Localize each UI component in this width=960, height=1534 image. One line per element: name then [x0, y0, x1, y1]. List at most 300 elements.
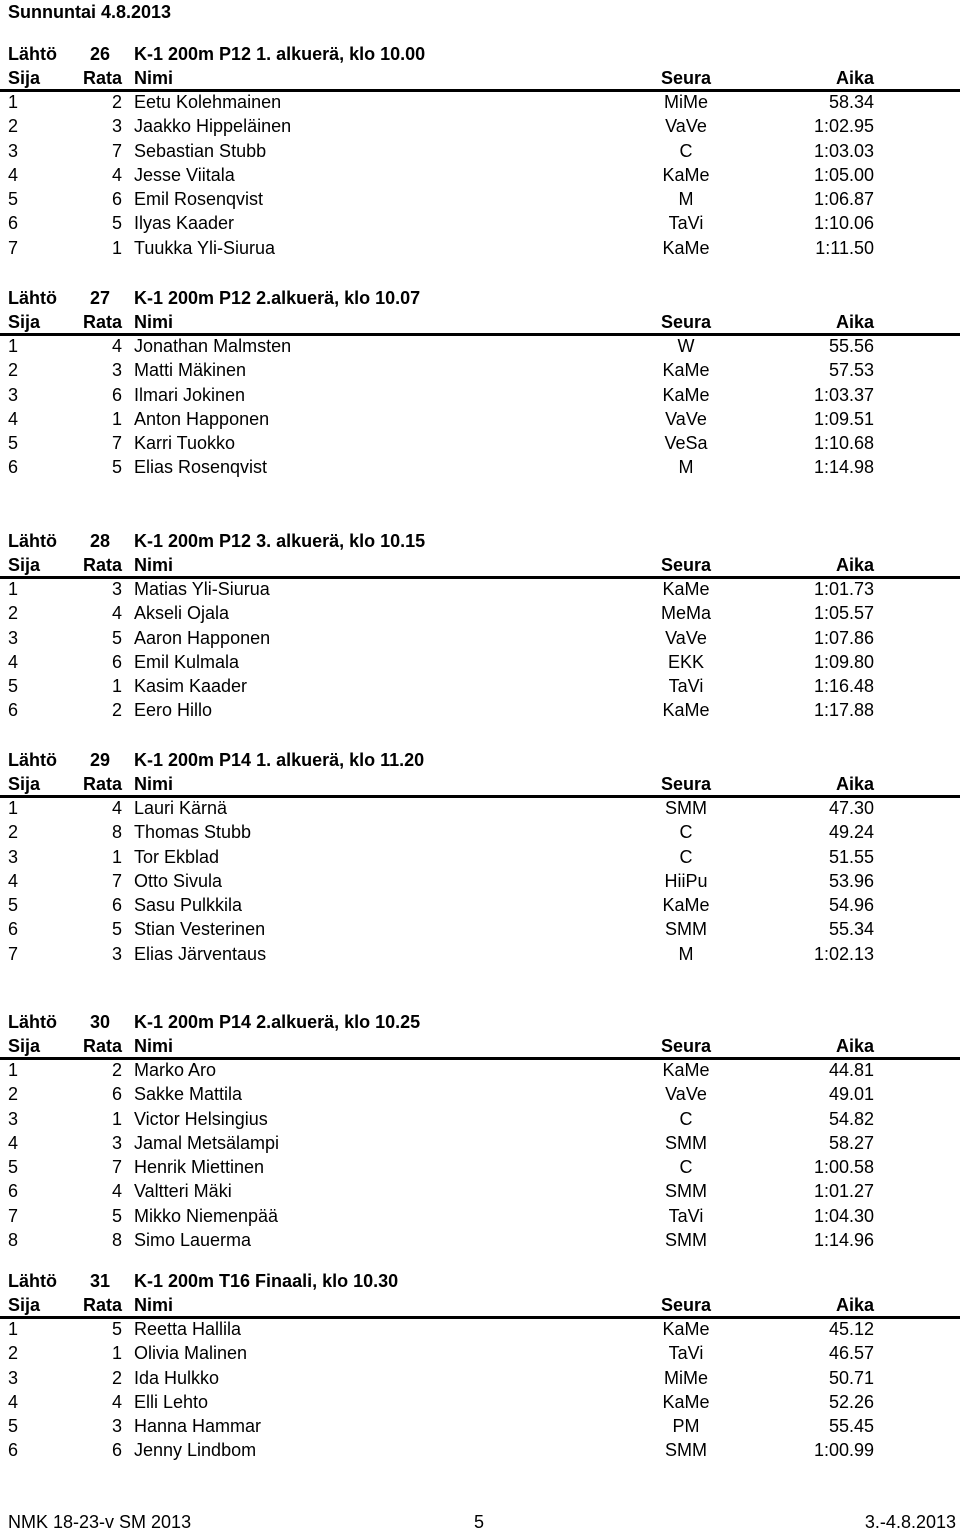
race-start-label: Lähtö — [8, 1012, 57, 1032]
table-row — [0, 700, 960, 724]
cell-seura: KaMe — [662, 895, 710, 916]
table-header — [0, 1295, 960, 1319]
table-row — [0, 1440, 960, 1464]
cell-aika: 57.53 — [828, 360, 874, 381]
cell-nimi: Jamal Metsälampi — [134, 1132, 280, 1153]
cell-seura: KaMe — [662, 164, 710, 185]
cell-rata: 2 — [111, 1060, 122, 1080]
race-block — [0, 44, 960, 262]
header-seura: Seura — [660, 1036, 712, 1056]
cell-aika: 1:05.00 — [813, 164, 874, 185]
cell-sija: 5 — [8, 676, 19, 697]
table-header — [0, 555, 960, 579]
cell-sija: 1 — [8, 1060, 19, 1080]
table-row — [0, 628, 960, 652]
cell-nimi: Reetta Hallila — [134, 1319, 242, 1339]
cell-seura: KaMe — [662, 384, 710, 405]
cell-nimi: Tuukka Yli-Siurua — [134, 237, 276, 258]
cell-sija: 1 — [8, 798, 19, 818]
race-block — [0, 1012, 960, 1254]
cell-sija: 1 — [8, 579, 19, 599]
cell-seura: KaMe — [662, 1060, 710, 1080]
header-aika: Aika — [835, 555, 874, 575]
cell-sija: 7 — [8, 1205, 19, 1226]
cell-nimi: Otto Sivula — [134, 870, 223, 891]
table-row — [0, 676, 960, 700]
cell-aika: 1:02.95 — [813, 116, 874, 137]
cell-sija: 1 — [8, 1319, 19, 1339]
page-date: Sunnuntai 4.8.2013 — [8, 2, 172, 22]
cell-seura: M — [678, 943, 694, 964]
cell-nimi: Ida Hulkko — [134, 1367, 220, 1388]
cell-seura: C — [679, 1108, 693, 1129]
header-aika: Aika — [835, 1295, 874, 1315]
cell-seura: TaVi — [668, 1343, 704, 1364]
header-nimi: Nimi — [134, 312, 174, 332]
cell-rata: 7 — [111, 140, 122, 161]
cell-rata: 6 — [111, 895, 122, 916]
cell-rata: 6 — [111, 1440, 122, 1461]
cell-aika: 51.55 — [828, 846, 874, 867]
cell-aika: 1:05.57 — [813, 603, 874, 624]
cell-nimi: Jonathan Malmsten — [134, 336, 292, 356]
header-rata: Rata — [82, 68, 122, 88]
race-start-label: Lähtö — [8, 288, 57, 308]
cell-seura: KaMe — [662, 579, 710, 599]
race-number: 26 — [90, 44, 111, 64]
cell-rata: 6 — [111, 189, 122, 210]
cell-rata: 5 — [111, 1319, 122, 1339]
header-sija: Sija — [8, 312, 41, 332]
header-nimi: Nimi — [134, 1295, 174, 1315]
cell-nimi: Mikko Niemenpää — [134, 1205, 279, 1226]
table-row — [0, 579, 960, 603]
race-description: K-1 200m P12 2.alkuerä, klo 10.07 — [134, 288, 421, 308]
cell-aika: 49.24 — [828, 822, 874, 843]
table-row — [0, 944, 960, 968]
cell-seura: VaVe — [665, 408, 707, 429]
header-aika: Aika — [835, 68, 874, 88]
race-number: 29 — [90, 750, 111, 770]
race-block — [0, 1271, 960, 1465]
cell-seura: VaVe — [665, 627, 707, 648]
cell-aika: 55.56 — [828, 336, 874, 356]
cell-aika: 1:11.50 — [815, 237, 874, 258]
table-row — [0, 1181, 960, 1205]
cell-rata: 6 — [111, 384, 122, 405]
table-row — [0, 238, 960, 262]
footer-dates: 3.-4.8.2013 — [864, 1512, 956, 1532]
cell-seura: SMM — [665, 1132, 707, 1153]
cell-aika: 1:00.99 — [813, 1440, 874, 1461]
race-start-label: Lähtö — [8, 1271, 57, 1291]
table-row — [0, 360, 960, 384]
cell-nimi: Elias Rosenqvist — [134, 457, 268, 478]
table-row — [0, 895, 960, 919]
cell-rata: 1 — [111, 408, 122, 429]
cell-seura: KaMe — [662, 700, 710, 721]
cell-seura: KaMe — [662, 1391, 710, 1412]
cell-rata: 3 — [111, 943, 122, 964]
cell-seura: SMM — [665, 798, 707, 818]
cell-nimi: Matti Mäkinen — [134, 360, 247, 381]
cell-sija: 6 — [8, 1440, 19, 1461]
cell-seura: KaMe — [662, 1319, 710, 1339]
cell-seura: M — [678, 457, 694, 478]
race-block — [0, 531, 960, 725]
race-title — [0, 44, 960, 68]
header-aika: Aika — [835, 1036, 874, 1056]
cell-nimi: Lauri Kärnä — [134, 798, 228, 818]
header-seura: Seura — [660, 312, 712, 332]
cell-seura: SMM — [665, 919, 707, 940]
header-seura: Seura — [660, 555, 712, 575]
table-row — [0, 1060, 960, 1084]
cell-sija: 5 — [8, 895, 19, 916]
race-number: 30 — [90, 1012, 111, 1032]
header-rata: Rata — [82, 774, 122, 794]
header-seura: Seura — [660, 774, 712, 794]
table-row — [0, 603, 960, 627]
cell-rata: 7 — [111, 433, 122, 454]
cell-seura: M — [678, 189, 694, 210]
cell-rata: 5 — [111, 213, 122, 234]
cell-sija: 4 — [8, 408, 19, 429]
table-row — [0, 871, 960, 895]
cell-sija: 4 — [8, 164, 19, 185]
cell-sija: 6 — [8, 457, 19, 478]
table-row — [0, 1109, 960, 1133]
header-aika: Aika — [835, 312, 874, 332]
cell-sija: 2 — [8, 360, 19, 381]
cell-aika: 1:02.13 — [813, 943, 874, 964]
cell-seura: VaVe — [665, 116, 707, 137]
cell-rata: 8 — [111, 1230, 122, 1251]
cell-aika: 47.30 — [828, 798, 874, 818]
cell-nimi: Victor Helsingius — [134, 1108, 268, 1129]
cell-rata: 1 — [111, 676, 122, 697]
cell-sija: 4 — [8, 1391, 19, 1412]
race-number: 27 — [90, 288, 111, 308]
table-row — [0, 457, 960, 481]
cell-rata: 3 — [111, 1416, 122, 1437]
cell-sija: 5 — [8, 1416, 19, 1437]
cell-seura: PM — [672, 1416, 700, 1437]
cell-aika: 58.34 — [828, 92, 874, 112]
cell-aika: 1:03.37 — [813, 384, 874, 405]
cell-seura: TaVi — [668, 213, 704, 234]
cell-nimi: Henrik Miettinen — [134, 1157, 265, 1178]
cell-nimi: Jesse Viitala — [134, 164, 235, 185]
cell-aika: 1:07.86 — [813, 627, 874, 648]
table-row — [0, 919, 960, 943]
cell-nimi: Sakke Mattila — [134, 1084, 243, 1105]
header-sija: Sija — [8, 774, 41, 794]
table-row — [0, 1230, 960, 1254]
table-row — [0, 822, 960, 846]
cell-rata: 1 — [111, 237, 122, 258]
cell-aika: 1:09.51 — [813, 408, 874, 429]
cell-aika: 1:14.96 — [813, 1230, 874, 1251]
cell-nimi: Tor Ekblad — [134, 846, 220, 867]
cell-nimi: Kasim Kaader — [134, 676, 248, 697]
cell-sija: 2 — [8, 1084, 19, 1105]
race-title — [0, 288, 960, 312]
header-sija: Sija — [8, 555, 41, 575]
cell-sija: 6 — [8, 919, 19, 940]
cell-nimi: Anton Happonen — [134, 408, 270, 429]
footer-page-number: 5 — [474, 1512, 485, 1532]
cell-rata: 6 — [111, 651, 122, 672]
cell-aika: 1:10.06 — [813, 213, 874, 234]
cell-nimi: Thomas Stubb — [134, 822, 252, 843]
cell-nimi: Akseli Ojala — [134, 603, 230, 624]
cell-nimi: Eero Hillo — [134, 700, 213, 721]
cell-aika: 55.34 — [828, 919, 874, 940]
cell-seura: SMM — [665, 1181, 707, 1202]
table-row — [0, 1368, 960, 1392]
cell-sija: 5 — [8, 433, 19, 454]
cell-sija: 6 — [8, 1181, 19, 1202]
header-rata: Rata — [82, 312, 122, 332]
cell-aika: 1:09.80 — [813, 651, 874, 672]
header-sija: Sija — [8, 1036, 41, 1056]
cell-nimi: Sebastian Stubb — [134, 140, 267, 161]
cell-sija: 8 — [8, 1230, 19, 1251]
header-aika: Aika — [835, 774, 874, 794]
table-row — [0, 1133, 960, 1157]
cell-sija: 3 — [8, 384, 19, 405]
cell-rata: 3 — [111, 579, 122, 599]
cell-rata: 5 — [111, 919, 122, 940]
cell-aika: 54.96 — [828, 895, 874, 916]
cell-nimi: Marko Aro — [134, 1060, 217, 1080]
cell-seura: MeMa — [660, 603, 711, 624]
header-sija: Sija — [8, 68, 41, 88]
table-row — [0, 141, 960, 165]
cell-rata: 3 — [111, 116, 122, 137]
cell-nimi: Simo Lauerma — [134, 1230, 252, 1251]
header-nimi: Nimi — [134, 555, 174, 575]
table-row — [0, 798, 960, 822]
cell-sija: 2 — [8, 822, 19, 843]
table-row — [0, 1343, 960, 1367]
cell-rata: 6 — [111, 1084, 122, 1105]
table-header — [0, 774, 960, 798]
cell-sija: 3 — [8, 846, 19, 867]
table-row — [0, 1157, 960, 1181]
cell-seura: TaVi — [668, 1205, 704, 1226]
cell-rata: 5 — [111, 457, 122, 478]
cell-seura: MiMe — [664, 92, 708, 112]
cell-sija: 2 — [8, 603, 19, 624]
cell-aika: 52.26 — [828, 1391, 874, 1412]
race-block — [0, 288, 960, 482]
table-row — [0, 433, 960, 457]
cell-sija: 1 — [8, 336, 19, 356]
table-row — [0, 385, 960, 409]
cell-aika: 1:00.58 — [813, 1157, 874, 1178]
cell-sija: 5 — [8, 189, 19, 210]
cell-aika: 1:01.27 — [813, 1181, 874, 1202]
cell-sija: 5 — [8, 1157, 19, 1178]
cell-nimi: Ilmari Jokinen — [134, 384, 246, 405]
cell-nimi: Eetu Kolehmainen — [134, 92, 282, 112]
cell-rata: 4 — [111, 1391, 122, 1412]
cell-sija: 4 — [8, 870, 19, 891]
table-row — [0, 409, 960, 433]
cell-rata: 4 — [111, 798, 122, 818]
table-row — [0, 213, 960, 237]
table-row — [0, 116, 960, 140]
page-footer — [0, 1512, 960, 1534]
cell-sija: 4 — [8, 1132, 19, 1153]
cell-aika: 58.27 — [828, 1132, 874, 1153]
cell-rata: 1 — [111, 1108, 122, 1129]
cell-rata: 3 — [111, 360, 122, 381]
header-seura: Seura — [660, 68, 712, 88]
cell-seura: C — [679, 1157, 693, 1178]
cell-nimi: Jenny Lindbom — [134, 1440, 257, 1461]
table-row — [0, 1084, 960, 1108]
table-row — [0, 1416, 960, 1440]
header-rata: Rata — [82, 1036, 122, 1056]
cell-nimi: Elli Lehto — [134, 1391, 209, 1412]
cell-nimi: Sasu Pulkkila — [134, 895, 243, 916]
race-description: K-1 200m P12 3. alkuerä, klo 10.15 — [134, 531, 426, 551]
cell-rata: 4 — [111, 603, 122, 624]
cell-rata: 1 — [111, 1343, 122, 1364]
cell-nimi: Elias Järventaus — [134, 943, 267, 964]
cell-seura: W — [677, 336, 695, 356]
cell-rata: 8 — [111, 822, 122, 843]
cell-sija: 6 — [8, 700, 19, 721]
cell-aika: 1:10.68 — [813, 433, 874, 454]
cell-rata: 5 — [111, 627, 122, 648]
cell-seura: C — [679, 822, 693, 843]
cell-rata: 4 — [111, 1181, 122, 1202]
cell-rata: 7 — [111, 870, 122, 891]
race-block — [0, 750, 960, 968]
race-description: K-1 200m P14 1. alkuerä, klo 11.20 — [134, 750, 425, 770]
cell-sija: 3 — [8, 1367, 19, 1388]
table-row — [0, 189, 960, 213]
cell-sija: 3 — [8, 140, 19, 161]
cell-rata: 4 — [111, 164, 122, 185]
cell-aika: 50.71 — [828, 1367, 874, 1388]
table-row — [0, 847, 960, 871]
cell-rata: 7 — [111, 1157, 122, 1178]
cell-nimi: Emil Rosenqvist — [134, 189, 264, 210]
header-nimi: Nimi — [134, 1036, 174, 1056]
cell-aika: 1:17.88 — [813, 700, 874, 721]
header-seura: Seura — [660, 1295, 712, 1315]
table-row — [0, 1319, 960, 1343]
header-rata: Rata — [82, 1295, 122, 1315]
cell-seura: KaMe — [662, 237, 710, 258]
cell-aika: 1:14.98 — [813, 457, 874, 478]
cell-aika: 49.01 — [828, 1084, 874, 1105]
table-row — [0, 652, 960, 676]
header-sija: Sija — [8, 1295, 41, 1315]
cell-aika: 44.81 — [828, 1060, 874, 1080]
table-row — [0, 1206, 960, 1230]
race-title — [0, 750, 960, 774]
header-rata: Rata — [82, 555, 122, 575]
cell-aika: 1:06.87 — [813, 189, 874, 210]
cell-seura: C — [679, 846, 693, 867]
cell-seura: EKK — [667, 651, 705, 672]
race-description: K-1 200m P14 2.alkuerä, klo 10.25 — [134, 1012, 421, 1032]
table-row — [0, 336, 960, 360]
cell-nimi: Valtteri Mäki — [134, 1181, 232, 1202]
cell-aika: 54.82 — [828, 1108, 874, 1129]
cell-rata: 1 — [111, 846, 122, 867]
cell-aika: 45.12 — [828, 1319, 874, 1339]
cell-rata: 2 — [111, 92, 122, 112]
race-start-label: Lähtö — [8, 531, 57, 551]
cell-sija: 7 — [8, 237, 19, 258]
cell-seura: VeSa — [664, 433, 708, 454]
cell-seura: VaVe — [665, 1084, 707, 1105]
cell-sija: 3 — [8, 627, 19, 648]
cell-sija: 2 — [8, 116, 19, 137]
race-number: 31 — [90, 1271, 111, 1291]
cell-sija: 1 — [8, 92, 19, 112]
race-title — [0, 1012, 960, 1036]
cell-sija: 7 — [8, 943, 19, 964]
cell-rata: 4 — [111, 336, 122, 356]
cell-seura: SMM — [665, 1230, 707, 1251]
table-row — [0, 92, 960, 116]
header-nimi: Nimi — [134, 774, 174, 794]
table-header — [0, 68, 960, 92]
cell-seura: C — [679, 140, 693, 161]
cell-sija: 2 — [8, 1343, 19, 1364]
cell-rata: 5 — [111, 1205, 122, 1226]
cell-rata: 2 — [111, 700, 122, 721]
race-description: K-1 200m T16 Finaali, klo 10.30 — [134, 1271, 399, 1291]
race-start-label: Lähtö — [8, 44, 57, 64]
cell-nimi: Hanna Hammar — [134, 1416, 262, 1437]
cell-aika: 1:03.03 — [813, 140, 874, 161]
cell-nimi: Aaron Happonen — [134, 627, 271, 648]
cell-aika: 53.96 — [828, 870, 874, 891]
race-title — [0, 531, 960, 555]
cell-seura: SMM — [665, 1440, 707, 1461]
cell-aika: 55.45 — [828, 1416, 874, 1437]
cell-nimi: Matias Yli-Siurua — [134, 579, 270, 599]
cell-nimi: Jaakko Hippeläinen — [134, 116, 292, 137]
cell-rata: 2 — [111, 1367, 122, 1388]
cell-seura: HiiPu — [664, 870, 708, 891]
cell-aika: 46.57 — [828, 1343, 874, 1364]
cell-nimi: Ilyas Kaader — [134, 213, 235, 234]
cell-sija: 4 — [8, 651, 19, 672]
cell-nimi: Stian Vesterinen — [134, 919, 266, 940]
race-description: K-1 200m P12 1. alkuerä, klo 10.00 — [134, 44, 426, 64]
cell-aika: 1:04.30 — [813, 1205, 874, 1226]
cell-aika: 1:16.48 — [813, 676, 874, 697]
cell-seura: MiMe — [664, 1367, 708, 1388]
header-nimi: Nimi — [134, 68, 174, 88]
race-title — [0, 1271, 960, 1295]
cell-rata: 3 — [111, 1132, 122, 1153]
cell-seura: KaMe — [662, 360, 710, 381]
cell-sija: 6 — [8, 213, 19, 234]
cell-aika: 1:01.73 — [813, 579, 874, 599]
footer-event: NMK 18-23-v SM 2013 — [8, 1512, 192, 1532]
